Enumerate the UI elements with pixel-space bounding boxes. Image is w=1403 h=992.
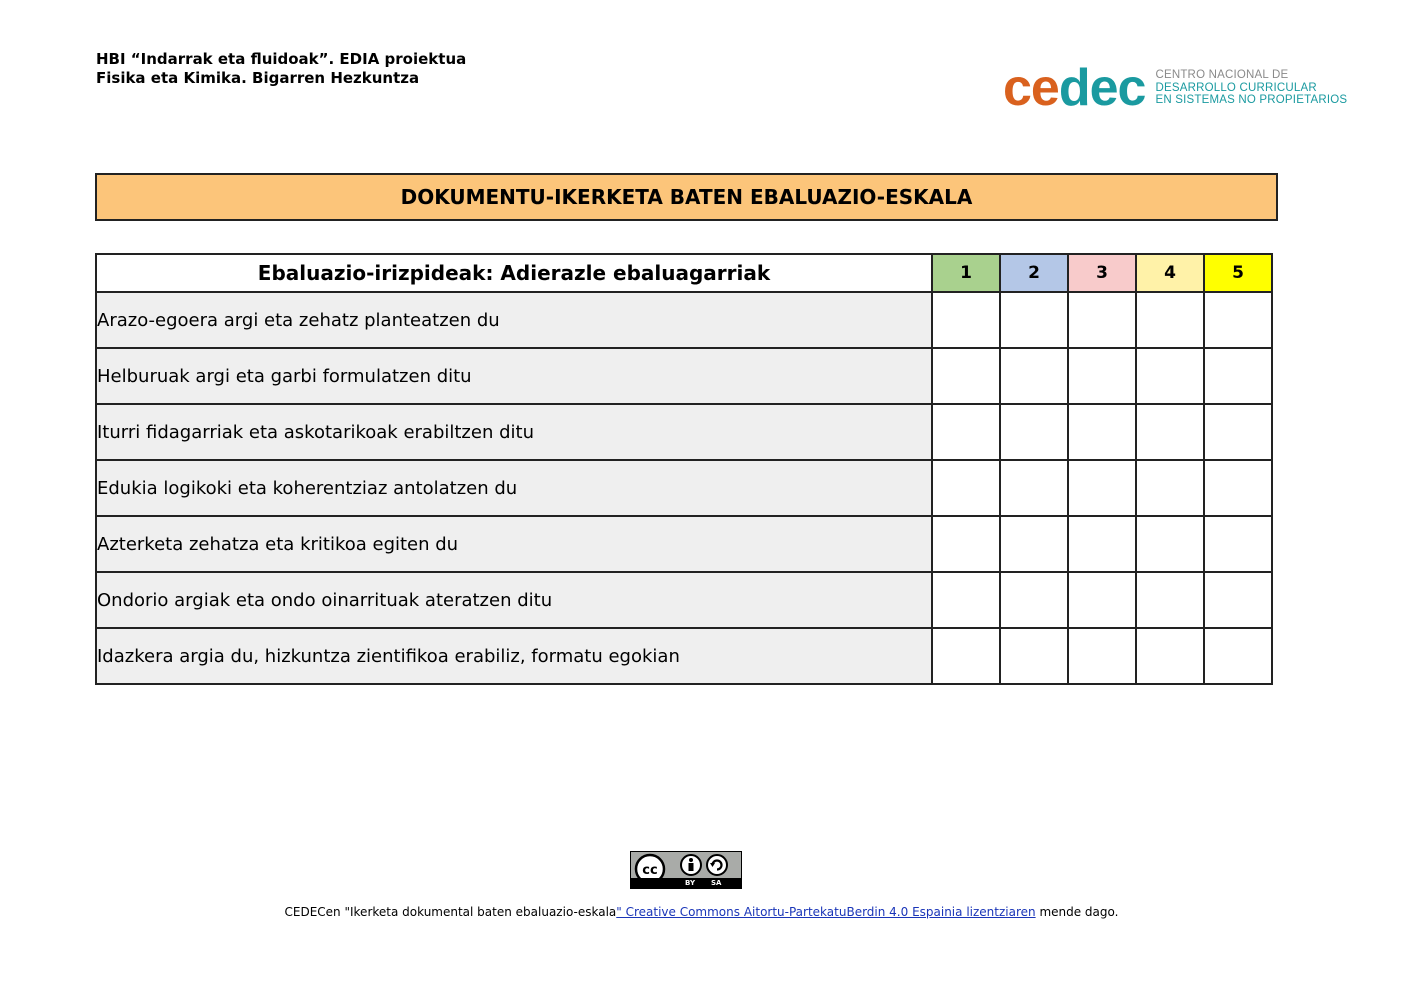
score-cell-4[interactable] (1136, 460, 1204, 516)
score-cell-3[interactable] (1068, 460, 1136, 516)
score-header-3: 3 (1068, 254, 1136, 292)
score-cell-1[interactable] (932, 404, 1000, 460)
score-cell-3[interactable] (1068, 628, 1136, 684)
license-link[interactable]: " Creative Commons Aitortu-PartekatuBerdin 4.0 Espainia lizentziaren (616, 905, 1036, 919)
footer-prefix: CEDECen "Ikerketa dokumental baten ebaluazio-eskala (284, 905, 617, 919)
evaluation-table (95, 253, 1273, 685)
cedec-logo-word: cedec (1003, 59, 1146, 117)
score-cell-2[interactable] (1000, 572, 1068, 628)
score-cell-1[interactable] (932, 460, 1000, 516)
score-cell-5[interactable] (1204, 404, 1272, 460)
license-footer (0, 905, 1403, 919)
page-title: DOKUMENTU-IKERKETA BATEN EBALUAZIO-ESKALA (95, 173, 1278, 221)
score-cell-4[interactable] (1136, 628, 1204, 684)
header-project-line: HBI “Indarrak eta fluidoak”. EDIA proiektua (96, 50, 467, 68)
table-row (96, 404, 1272, 460)
score-cell-1[interactable] (932, 348, 1000, 404)
score-cell-5[interactable] (1204, 516, 1272, 572)
table-header-row (96, 254, 1272, 292)
score-cell-1[interactable] (932, 292, 1000, 348)
score-cell-2[interactable] (1000, 348, 1068, 404)
cc-sa-label: SA (711, 879, 722, 887)
score-header-5: 5 (1204, 254, 1272, 292)
criterion-text: Azterketa zehatza eta kritikoa egiten du (96, 516, 932, 572)
score-cell-5[interactable] (1204, 292, 1272, 348)
table-row (96, 628, 1272, 684)
score-cell-5[interactable] (1204, 572, 1272, 628)
score-cell-2[interactable] (1000, 628, 1068, 684)
score-cell-5[interactable] (1204, 348, 1272, 404)
header-subject-line: Fisika eta Kimika. Bigarren Hezkuntza (96, 69, 420, 87)
criteria-rows (96, 292, 1272, 684)
score-cell-4[interactable] (1136, 292, 1204, 348)
score-cell-2[interactable] (1000, 292, 1068, 348)
criterion-text: Helburuak argi eta garbi formulatzen ditu (96, 348, 932, 404)
score-cell-3[interactable] (1068, 572, 1136, 628)
score-cell-4[interactable] (1136, 572, 1204, 628)
score-cell-3[interactable] (1068, 404, 1136, 460)
score-header-2: 2 (1000, 254, 1068, 292)
score-cell-3[interactable] (1068, 516, 1136, 572)
score-cell-3[interactable] (1068, 348, 1136, 404)
table-row (96, 516, 1272, 572)
criterion-text: Iturri fidagarriak eta askotarikoak erabiltzen ditu (96, 404, 932, 460)
footer-suffix: mende dago. (1035, 905, 1119, 919)
criterion-text: Ondorio argiak eta ondo oinarrituak ateratzen ditu (96, 572, 932, 628)
table-row (96, 292, 1272, 348)
score-cell-4[interactable] (1136, 348, 1204, 404)
score-header-4: 4 (1136, 254, 1204, 292)
document-header (96, 50, 466, 88)
criterion-text: Arazo-egoera argi eta zehatz planteatzen du (96, 292, 932, 348)
score-cell-3[interactable] (1068, 292, 1136, 348)
score-cell-5[interactable] (1204, 628, 1272, 684)
criterion-text: Idazkera argia du, hizkuntza zientifikoa erabiliz, formatu egokian (96, 628, 932, 684)
score-cell-4[interactable] (1136, 516, 1204, 572)
cc-badge-label-strip (631, 878, 741, 888)
cedec-logo (1003, 59, 1348, 117)
criterion-text: Edukia logikoki eta koherentziaz antolatzen du (96, 460, 932, 516)
cc-by-label: BY (685, 879, 696, 887)
cc-by-sa-icons (631, 852, 742, 880)
score-header-1: 1 (932, 254, 1000, 292)
cedec-logo-subtitle: CENTRO NACIONAL DE DESARROLLO CURRICULAR EN SISTEMAS NO PROPIETARIOS (1155, 69, 1348, 107)
score-cell-4[interactable] (1136, 404, 1204, 460)
score-cell-5[interactable] (1204, 460, 1272, 516)
score-cell-2[interactable] (1000, 516, 1068, 572)
score-cell-2[interactable] (1000, 460, 1068, 516)
creative-commons-badge[interactable] (630, 851, 742, 889)
table-row (96, 572, 1272, 628)
score-cell-1[interactable] (932, 516, 1000, 572)
score-cell-2[interactable] (1000, 404, 1068, 460)
table-row (96, 460, 1272, 516)
score-cell-1[interactable] (932, 628, 1000, 684)
criteria-column-header: Ebaluazio-irizpideak: Adierazle ebaluagarriak (96, 254, 932, 292)
table-row (96, 348, 1272, 404)
score-cell-1[interactable] (932, 572, 1000, 628)
svg-text:cc: cc (642, 863, 658, 878)
share-alike-icon (707, 855, 727, 875)
